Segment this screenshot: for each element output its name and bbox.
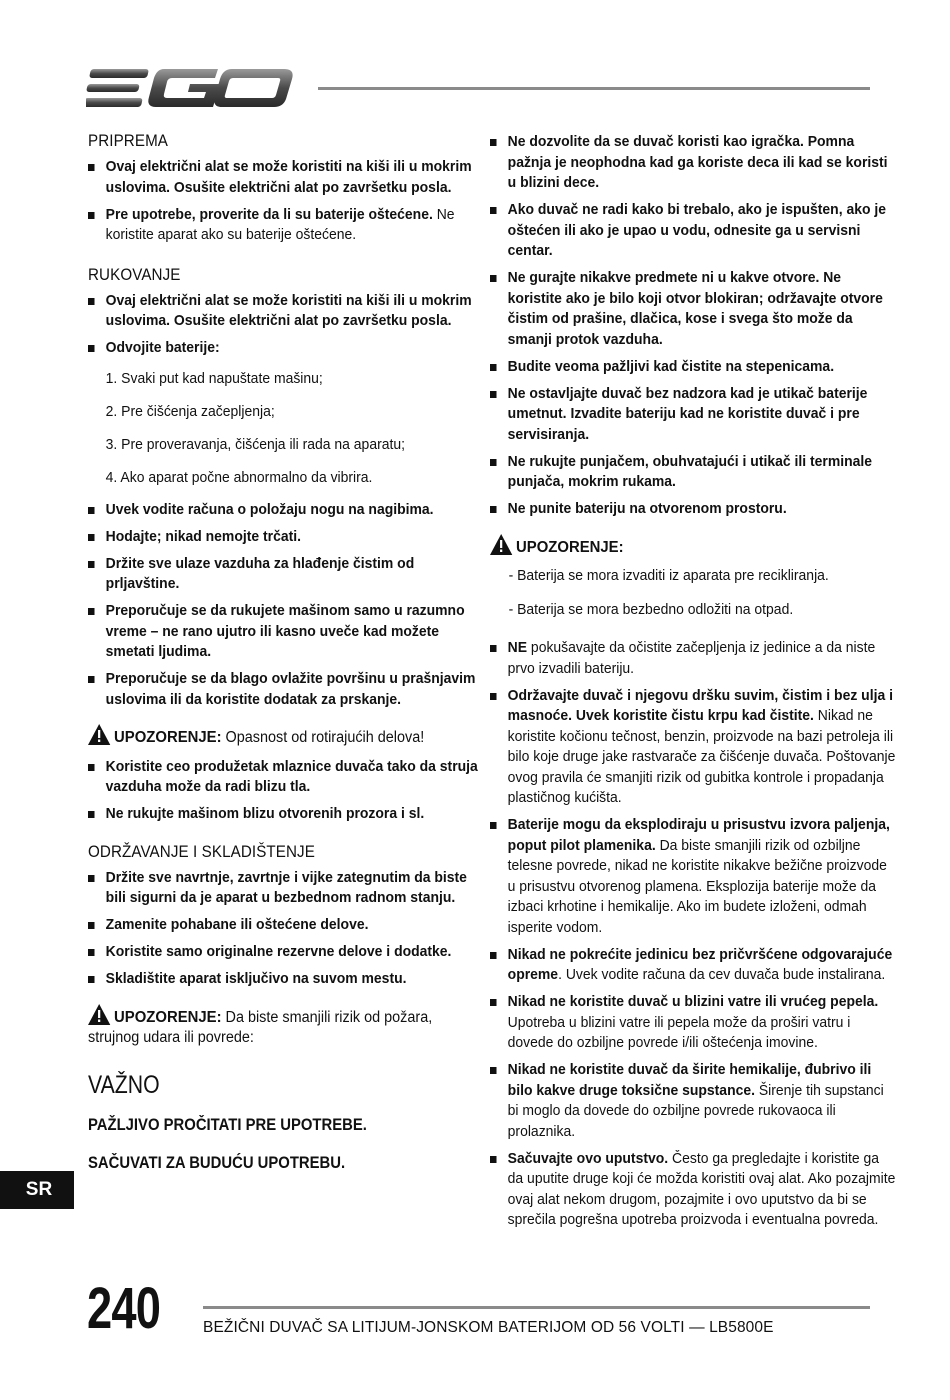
section-title-odrzavanje: ODRŽAVANJE I SKLADIŠTENJE xyxy=(88,842,315,861)
bullet-icon xyxy=(88,676,95,683)
bullet-icon xyxy=(88,811,95,818)
list-item: Nikad ne koristite duvač u blizini vatre ili vrućeg pepela. Upotreba u blizini vatre ili pepela može da proširi vatru i dovede do ozbiljne povrede i/ili oštećenja imovine. xyxy=(490,992,896,1054)
step-item: 1. Svaki put kad napuštate mašinu; xyxy=(105,369,323,387)
warning-triangle-icon xyxy=(490,534,512,555)
warning-battery: UPOZORENJE: xyxy=(490,534,873,559)
bullet-icon xyxy=(88,949,95,956)
bullet-icon xyxy=(88,298,95,305)
list-item: Preporučuje se da rukujete mašinom samo u razumno vreme – ne rano ujutro ili kasno uveče kad možete smetati ljudima. xyxy=(88,601,487,663)
bullet-icon xyxy=(88,922,95,929)
bullet-icon xyxy=(490,1067,497,1074)
list-item: Ako duvač ne radi kako bi trebalo, ako je ispušten, ako je oštećen ili ako je upao u vodu, odnesite ga u servisni centar. xyxy=(490,200,896,262)
list-item: Držite sve ulaze vazduha za hlađenje čistim od prljavštine. xyxy=(88,554,487,595)
bullet-icon xyxy=(490,999,497,1006)
bullet-icon xyxy=(88,875,95,882)
section-title-vazno: VAŽNO xyxy=(88,1070,160,1099)
list-item: Zamenite pohabane ili oštećene delove. xyxy=(88,915,487,936)
bullet-icon xyxy=(88,976,95,983)
bullet-icon xyxy=(490,822,497,829)
list-item: Ne ostavljajte duvač bez nadzora kad je utikač baterije umetnut. Izvadite bateriju kad ne koristite duvač i pre servisiranja. xyxy=(490,384,896,446)
footer-rule xyxy=(203,1306,870,1309)
list-item: Držite sve navrtnje, zavrtnje i vijke zategnutim da biste bili sigurni da je aparat u bezbednom radnom stanju. xyxy=(88,868,487,909)
bullet-icon xyxy=(88,561,95,568)
bullet-icon xyxy=(490,693,497,700)
bullet-icon xyxy=(88,164,95,171)
step-item: 2. Pre čišćenja začepljenja; xyxy=(105,402,275,420)
bullet-icon xyxy=(88,534,95,541)
list-item: Nikad ne pokrećite jedinicu bez pričvršćene odgovarajuće opreme. Uvek vodite računa da cev duvača bude instalirana. xyxy=(490,945,896,986)
section-title-priprema: PRIPREMA xyxy=(88,132,169,150)
list-item: Uvek vodite računa o položaju nogu na nagibima. xyxy=(88,500,487,521)
bullet-icon xyxy=(88,764,95,771)
list-item: Ne rukujte mašinom blizu otvorenih prozora i sl. xyxy=(88,804,487,825)
warning-rotating-parts: UPOZORENJE: Opasnost od rotirajućih delova! xyxy=(88,724,471,749)
bullet-icon xyxy=(490,506,497,513)
bullet-icon xyxy=(490,459,497,466)
list-item: Pre upotrebe, proverite da li su baterije oštećene. Ne koristite aparat ako su baterije oštećene. xyxy=(88,205,487,246)
list-item: Sačuvajte ovo uputstvo. Često ga pregledajte i koristite ga da uputite druge koji će možda koristiti ovaj alat. Ako pozajmite ovaj alat nekom drugom, pozajmite i ovo uputstvo da bi se sprečila pogrešna upotreba proizvoda i eventualna povreda. xyxy=(490,1149,896,1231)
list-item: Preporučuje se da blago ovlažite površinu u prašnjavim uslovima ili da koristite dodatak za prskanje. xyxy=(88,669,487,710)
footer-title: BEŽIČNI DUVAČ SA LITIJUM-JONSKOM BATERIJOM OD 56 VOLTI — LB5800E xyxy=(203,1319,774,1336)
page-number: 240 xyxy=(87,1276,161,1341)
notice-read-before-use: PAŽLJIVO PROČITATI PRE UPOTREBE. xyxy=(88,1115,367,1134)
bullet-icon xyxy=(490,645,497,652)
bullet-icon xyxy=(490,139,497,146)
warning-triangle-icon xyxy=(88,1004,110,1025)
bullet-icon xyxy=(490,275,497,282)
list-item: Budite veoma pažljivi kad čistite na stepenicama. xyxy=(490,357,896,378)
dash-item: - Baterija se mora bezbedno odložiti na otpad. xyxy=(508,601,794,618)
step-item: 3. Pre proveravanja, čišćenja ili rada na aparatu; xyxy=(105,435,405,453)
dash-item: - Baterija se mora izvaditi iz aparata pre recikliranja. xyxy=(508,567,829,584)
notice-keep-for-future: SAČUVATI ZA BUDUĆU UPOTREBU. xyxy=(88,1153,346,1172)
list-item: Skladištite aparat isključivo na suvom mestu. xyxy=(88,969,487,990)
bullet-icon xyxy=(490,952,497,959)
list-item: NE pokušavajte da očistite začepljenja iz jedinice a da niste prvo izvadili bateriju. xyxy=(490,638,896,679)
list-item: Ovaj električni alat se može koristiti na kiši ili u mokrim uslovima. Osušite električni alat po završetku posla. xyxy=(88,291,487,332)
warning-fire-risk: UPOZORENJE: Da biste smanjili rizik od požara, strujnog udara ili povrede: xyxy=(88,1004,471,1049)
list-item: Održavajte duvač i njegovu dršku suvim, čistim i bez ulja i masnoće. Uvek koristite čistu krpu kad čistite. Nikad ne koristite kočionu tečnost, benzin, proizvode na bazi petroleja ili bilo koje druge jake rastvarače za čišćenje duvača. Poštovanje ovog pravila će smanjiti rizik od gubitka kontrole i propadanja plastičnog kućišta. xyxy=(490,686,896,809)
list-item: Hodajte; nikad nemojte trčati. xyxy=(88,527,487,548)
right-column xyxy=(490,132,896,1237)
list-item: Ne dozvolite da se duvač koristi kao igračka. Pomna pažnja je neophodna kad ga koriste deca ili kad se koristi u blizini dece. xyxy=(490,132,896,194)
list-item: Odvojite baterije: xyxy=(88,338,487,359)
list-item: Ovaj električni alat se može koristiti na kiši ili u mokrim uslovima. Osušite električni alat po završetku posla. xyxy=(88,157,487,198)
list-item: Koristite ceo produžetak mlaznice duvača tako da struja vazduha može da radi blizu tla. xyxy=(88,757,487,798)
list-item: Ne punite bateriju na otvorenom prostoru. xyxy=(490,499,896,520)
list-item: Ne gurajte nikakve predmete ni u kakve otvore. Ne koristite ako je bilo koji otvor blokiran; održavajte otvore čistim od prašine, dlačica, kose i svega što može da smanji protok vazduha. xyxy=(490,268,896,350)
bullet-icon xyxy=(88,608,95,615)
section-title-rukovanje: RUKOVANJE xyxy=(88,265,181,284)
bullet-icon xyxy=(490,391,497,398)
bullet-icon xyxy=(88,507,95,514)
list-item: Ne rukujte punjačem, obuhvatajući i utikač ili terminale punjača, mokrim rukama. xyxy=(490,452,896,493)
bullet-icon xyxy=(490,1156,497,1163)
header-rule xyxy=(318,87,870,90)
list-item: Baterije mogu da eksplodiraju u prisustvu izvora paljenja, poput pilot plamenika. Da biste smanjili rizik od ozbiljne telesne povrede, nikad ne koristite nikakve bežične proizvode u prisustvu otvorenog plamena. Eksplozija baterije može da izbaci krhotine i hemikalije. Ako im budete izloženi, odmah isperite vodom. xyxy=(490,815,896,938)
bullet-icon xyxy=(490,207,497,214)
ego-logo xyxy=(86,64,298,112)
bullet-icon xyxy=(88,212,95,219)
bullet-icon xyxy=(490,364,497,371)
warning-triangle-icon xyxy=(88,724,110,745)
list-item: Koristite samo originalne rezervne delove i dodatke. xyxy=(88,942,487,963)
left-column xyxy=(88,132,478,1192)
bullet-icon xyxy=(88,345,95,352)
step-item: 4. Ako aparat počne abnormalno da vibrira. xyxy=(105,468,373,486)
language-tab: SR xyxy=(0,1171,74,1209)
list-item: Nikad ne koristite duvač da širite hemikalije, đubrivo ili bilo kakve druge toksične supstance. Širenje tih supstanci bi moglo da dovede do ozbiljne povrede rukovaoca ili prolaznika. xyxy=(490,1060,896,1142)
